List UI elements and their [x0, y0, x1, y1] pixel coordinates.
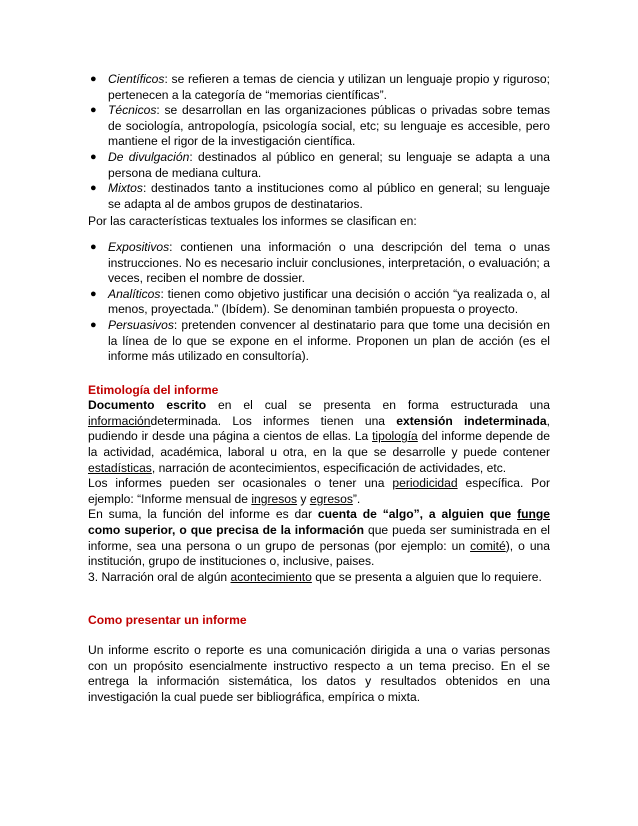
page-content [88, 72, 550, 705]
link-funge[interactable]: funge [517, 507, 550, 522]
link-comite[interactable]: comité [470, 538, 506, 553]
list-item-analiticos: ● Analíticos: tienen como objetivo justificar una decisión o acción “ya realizada o, al menos, proyectada.” (Ibídem). Se denominan también propuesta o proyecto. [90, 286, 550, 317]
list-item-divulgacion: ● De divulgación: destinados al público en general; su lenguaje se adapta a una persona de mediana cultura. [90, 149, 550, 180]
etymology-paragraph-1: Documento escrito en el cual se presenta en forma estructurada una informacióndeterminada. Los informes tienen una extensión indeterminada, pudiendo ir desde una página a cientos de ellas. La tipología del informe depende de la actividad, académica, laboral u otra, en la que se desarrolle y puede contener estadísticas, narración de acontecimientos, especificación de actividades, etc. [88, 398, 550, 475]
classification-intro: Por las características textuales los informes se clasifican en: [88, 214, 417, 229]
etymology-paragraph-4: 3. Narración oral de algún acontecimiento que se presenta a alguien que lo requiere. [88, 569, 542, 584]
link-egresos[interactable]: egresos [309, 491, 353, 506]
bullet-icon: ● [90, 182, 97, 195]
presentation-heading: Como presentar un informe [88, 613, 247, 628]
link-acontecimiento[interactable]: acontecimiento [230, 569, 312, 584]
bullet-icon: ● [90, 240, 97, 253]
report-types-list [88, 72, 550, 212]
link-estadisticas[interactable]: estadísticas [88, 460, 152, 475]
link-tipologia[interactable]: tipología [372, 429, 418, 444]
bullet-icon: ● [90, 150, 97, 163]
link-informacion[interactable]: información [88, 413, 151, 428]
etymology-paragraph-3: En suma, la función del informe es dar cuenta de “algo”, a alguien que funge como superior, o que precisa de la información que pueda ser suministrada en el informe, sea una persona o un grupo de personas (por ejemplo: un comité), o una institución, grupo de instituciones o, inclusive, paises. [88, 507, 550, 569]
list-item-cientificos: ● Científicos: se refieren a temas de ciencia y utilizan un lenguaje propio y riguroso; pertenecen a la categoría de “memorias científicas”. [90, 72, 550, 102]
list-item-tecnicos: ● Técnicos: se desarrollan en las organizaciones públicas o privadas sobre temas de sociología, antropología, psicología social, etc; su lenguaje es accesible, pero mantiene el rigor de la investigación científica. [90, 103, 550, 149]
link-periodicidad[interactable]: periodicidad [392, 476, 458, 491]
etymology-heading: Etimología del informe [88, 382, 219, 397]
presentation-paragraph: Un informe escrito o reporte es una comunicación dirigida a una o varias personas con un propósito esencialmente instructivo respecto a un tema preciso. En el se entrega la información sistemática, los datos y resultados obtenidos en una investigación la cual puede ser bibliográfica, empírica o mixta. [88, 643, 550, 704]
bullet-icon: ● [90, 73, 97, 85]
list-item-mixtos: ● Mixtos: destinados tanto a instituciones como al público en general; su lenguaje se adapta al de ambos grupos de destinatarios. [90, 181, 550, 211]
bullet-icon: ● [90, 287, 97, 300]
bullet-icon: ● [90, 318, 97, 331]
etymology-paragraph-2: Los informes pueden ser ocasionales o tener una periodicidad específica. Por ejemplo: “Informe mensual de ingresos y egresos”. [88, 476, 550, 506]
link-ingresos[interactable]: ingresos [251, 491, 298, 506]
textual-types-list [88, 240, 550, 365]
bullet-icon: ● [90, 104, 97, 117]
list-item-persuasivos: ● Persuasivos: pretenden convencer al destinatario para que tome una decisión en la línea de lo que se expone en el informe. Proponen un plan de acción (es el informe más utilizado en consultoría). [90, 317, 550, 364]
list-item-expositivos: ● Expositivos: contienen una información o una descripción del tema o unas instrucciones. No es necesario incluir conclusiones, interpretación, o evaluación; a veces, reciben el nombre de dossier. [90, 239, 550, 286]
